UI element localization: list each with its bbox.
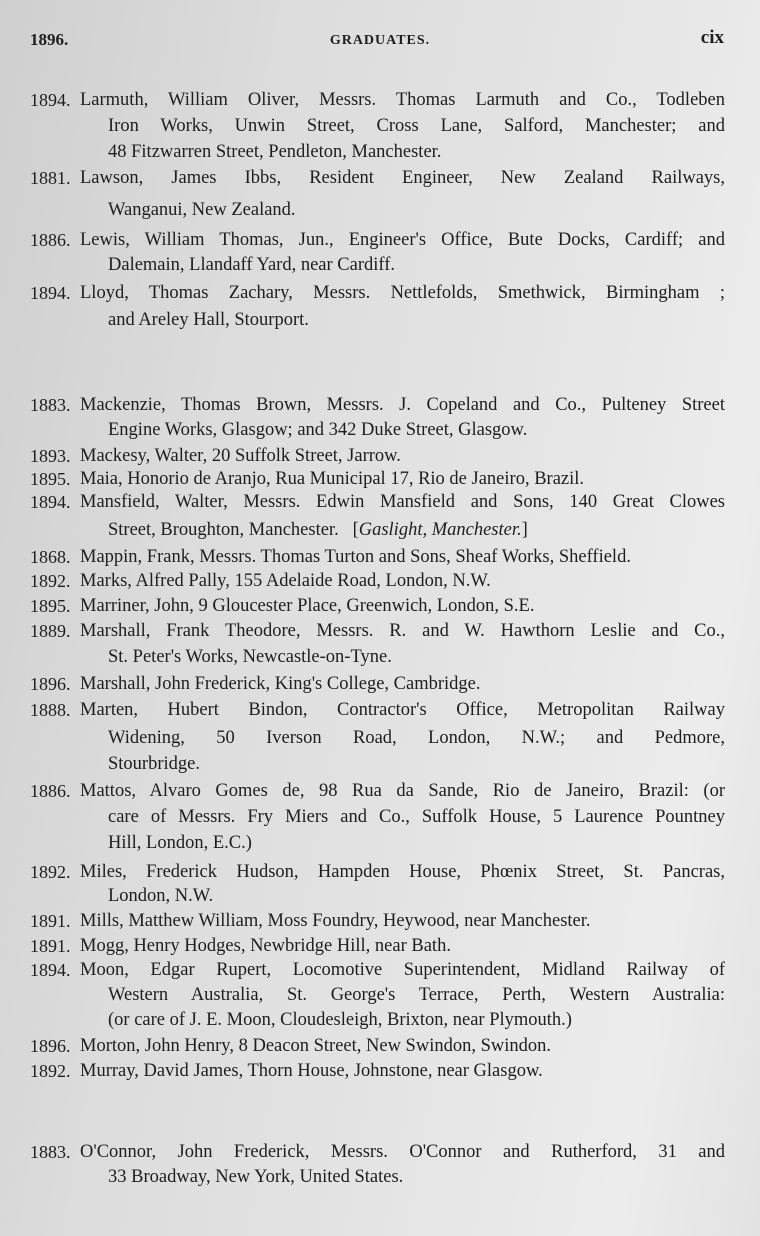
entry-year: 1883. [30, 395, 71, 415]
entry-text: Street, Broughton, Manchester. [ [108, 520, 359, 540]
entry-year: 1868. [30, 547, 71, 567]
entry-line: Moon, Edgar Rupert, Locomotive Superintendent, Midland Railway of [80, 960, 725, 980]
entry-year: 1891. [30, 936, 71, 956]
entry-year: 1892. [30, 1061, 71, 1081]
entry-line: Morton, John Henry, 8 Deacon Street, New Swindon, Swindon. [80, 1036, 552, 1056]
entry-year: 1883. [30, 1142, 71, 1162]
running-head-title: GRADUATES. [329, 33, 431, 48]
entry-line: Mattos, Alvaro Gomes de, 98 Rua da Sande, Rio de Janeiro, Brazil: (or [80, 781, 725, 801]
entry-line: Mackenzie, Thomas Brown, Messrs. J. Copeland and Co., Pulteney Street [80, 395, 725, 415]
entry-line: Widening, 50 Iverson Road, London, N.W.; and Pedmore, [108, 728, 725, 748]
entry-line: Mogg, Henry Hodges, Newbridge Hill, near Bath. [80, 936, 451, 956]
entry-line: Iron Works, Unwin Street, Cross Lane, Salford, Manchester; and [108, 116, 725, 136]
entry-line: Lewis, William Thomas, Jun., Engineer's Office, Bute Docks, Cardiff; and [80, 230, 725, 250]
entry-year: 1891. [30, 911, 71, 931]
entry-year: 1892. [30, 571, 71, 591]
entry-line: Marshall, John Frederick, King's College, Cambridge. [80, 674, 481, 694]
entry-line: Hill, London, E.C.) [108, 833, 252, 853]
entry-line: Wanganui, New Zealand. [108, 200, 296, 220]
entry-year: 1886. [30, 781, 71, 801]
entry-line: Engine Works, Glasgow; and 342 Duke Street, Glasgow. [108, 420, 528, 440]
entry-line: Lawson, James Ibbs, Resident Engineer, New Zealand Railways, [80, 168, 725, 188]
entry-line: Marks, Alfred Pally, 155 Adelaide Road, London, N.W. [80, 571, 491, 591]
entry-line: O'Connor, John Frederick, Messrs. O'Connor and Rutherford, 31 and [80, 1142, 725, 1162]
entry-year: 1894. [30, 283, 71, 303]
entry-line: 33 Broadway, New York, United States. [108, 1167, 404, 1187]
entry-line: and Areley Hall, Stourport. [108, 310, 309, 330]
entry-line: Mills, Matthew William, Moss Foundry, Heywood, near Manchester. [80, 911, 591, 931]
entry-year: 1894. [30, 90, 71, 110]
page-number: cix [700, 27, 724, 48]
entry-line: Dalemain, Llandaff Yard, near Cardiff. [108, 255, 396, 275]
entry-year: 1894. [30, 492, 71, 512]
entry-year: 1895. [30, 596, 71, 616]
entry-year: 1889. [30, 621, 71, 641]
entry-line: Marten, Hubert Bindon, Contractor's Office, Metropolitan Railway [80, 700, 725, 720]
entry-year: 1896. [30, 1036, 71, 1056]
entry-line: care of Messrs. Fry Miers and Co., Suffolk House, 5 Laurence Pountney [108, 807, 725, 827]
entry-line: Mappin, Frank, Messrs. Thomas Turton and Sons, Sheaf Works, Sheffield. [80, 547, 631, 567]
entry-line: Mansfield, Walter, Messrs. Edwin Mansfield and Sons, 140 Great Clowes [80, 492, 725, 512]
entry-year: 1888. [30, 700, 71, 720]
entry-year: 1896. [30, 674, 71, 694]
entry-year: 1893. [30, 446, 71, 466]
entry-line: Western Australia, St. George's Terrace, Perth, Western Australia: [108, 985, 725, 1005]
entry-year: 1881. [30, 168, 71, 188]
entry-line: Mackesy, Walter, 20 Suffolk Street, Jarrow. [80, 446, 401, 466]
entry-line: Maia, Honorio de Aranjo, Rua Municipal 17, Rio de Janeiro, Brazil. [80, 469, 585, 489]
entry-year: 1895. [30, 469, 71, 489]
entry-line: St. Peter's Works, Newcastle-on-Tyne. [108, 647, 392, 667]
entry-line: Larmuth, William Oliver, Messrs. Thomas Larmuth and Co., Todleben [80, 90, 725, 110]
running-head-year: 1896. [30, 30, 69, 49]
entry-line: Lloyd, Thomas Zachary, Messrs. Nettlefolds, Smethwick, Birmingham ; [80, 283, 725, 303]
entry-line [108, 518, 725, 542]
entry-year: 1892. [30, 862, 71, 882]
entry-line: Marshall, Frank Theodore, Messrs. R. and W. Hawthorn Leslie and Co., [80, 621, 725, 641]
entry-line: (or care of J. E. Moon, Cloudesleigh, Brixton, near Plymouth.) [108, 1010, 572, 1030]
entry-line: 48 Fitzwarren Street, Pendleton, Manchester. [108, 142, 442, 162]
entry-year: 1886. [30, 230, 71, 250]
entry-text: ] [521, 520, 528, 540]
entry-line: Stourbridge. [108, 754, 200, 774]
telegraphic-address: Gaslight, Manchester. [358, 520, 522, 540]
entry-line: Miles, Frederick Hudson, Hampden House, Phœnix Street, St. Pancras, [80, 862, 725, 882]
entry-line: Marriner, John, 9 Gloucester Place, Greenwich, London, S.E. [80, 596, 535, 616]
entry-year: 1894. [30, 960, 71, 980]
entry-line: London, N.W. [108, 886, 214, 906]
entry-line: Murray, David James, Thorn House, Johnstone, near Glasgow. [80, 1061, 543, 1081]
